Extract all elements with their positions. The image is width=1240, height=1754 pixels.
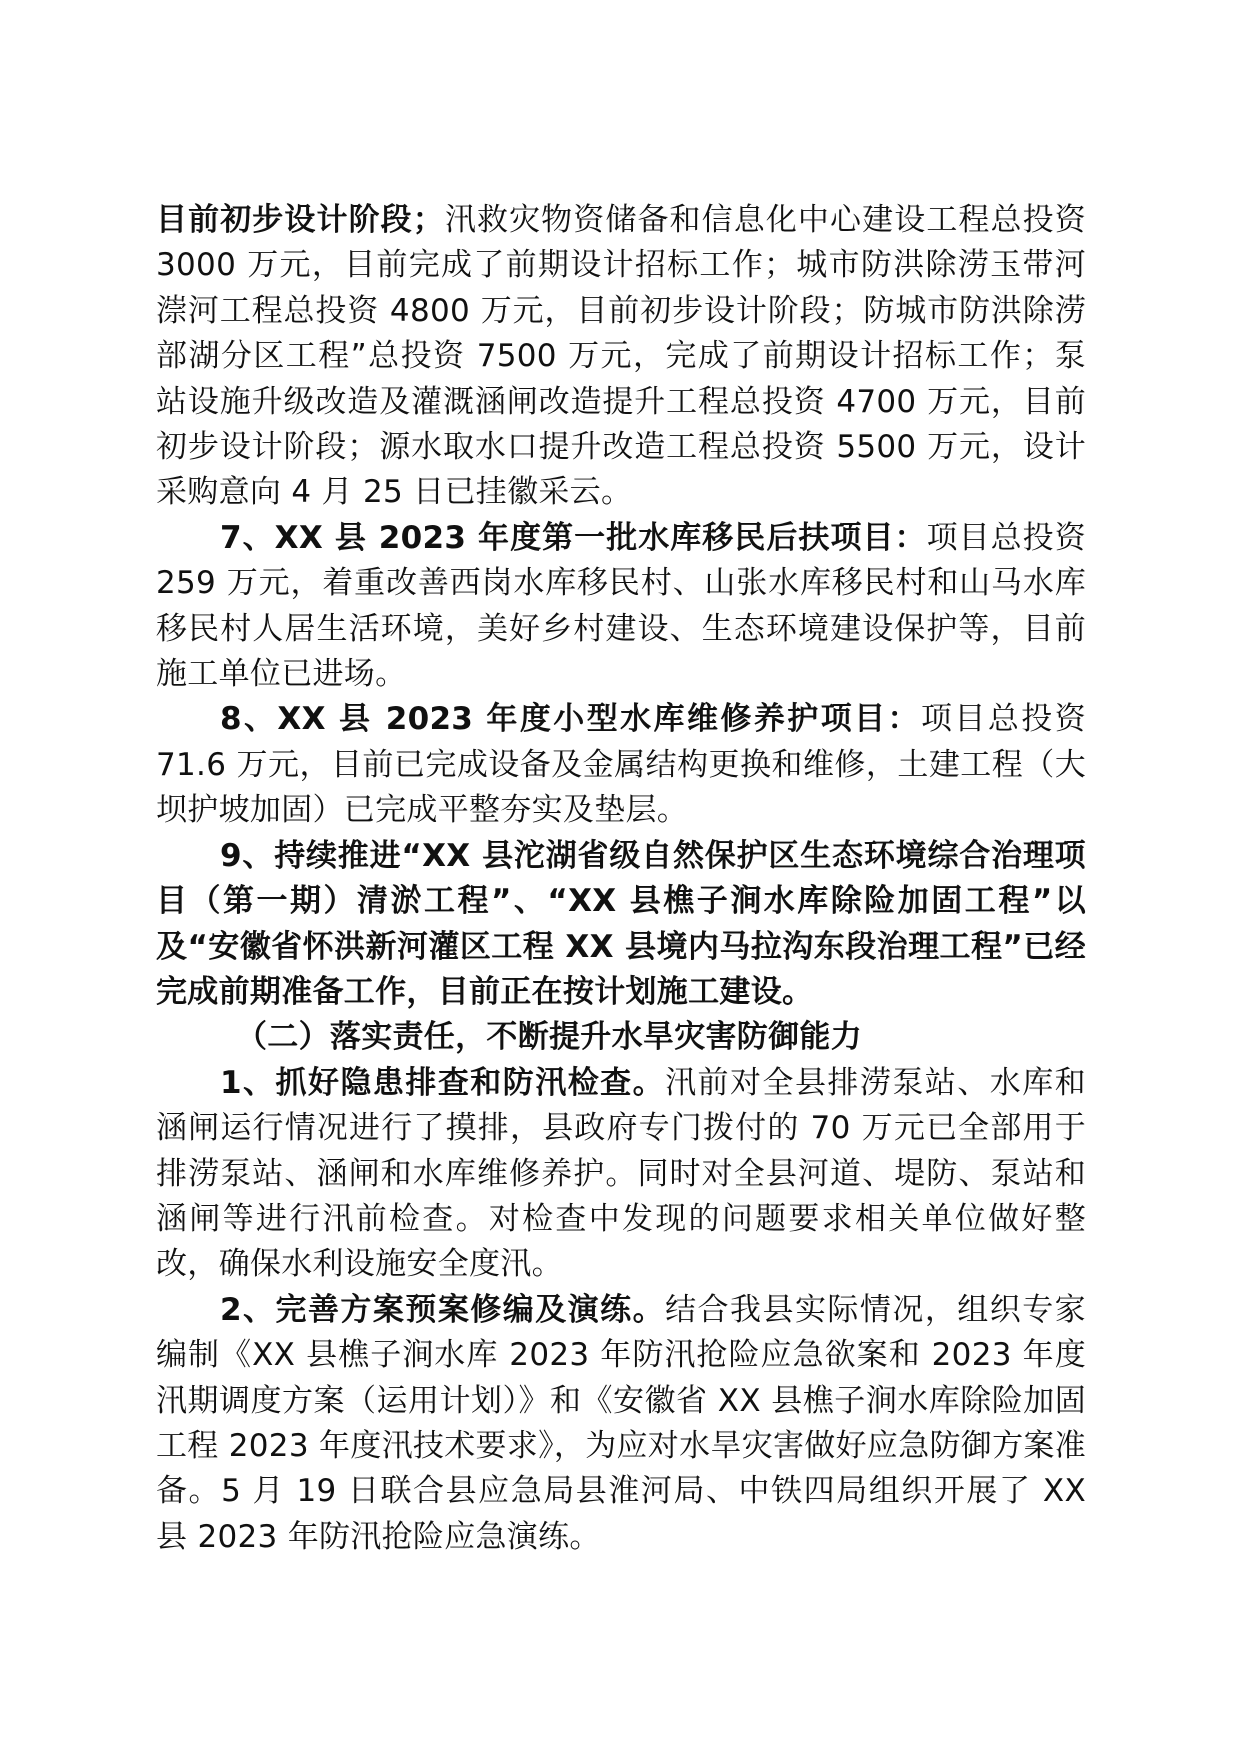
paragraph-body: 项目总投资 259 万元，着重改善西岗水库移民村、山张水库移民村和山马水库移民村人居生活环境，美好乡村建设、生态环境建设保护等，目前施工单位已进场。 <box>156 519 1087 693</box>
paragraph-subitem-2 <box>156 1288 1086 1560</box>
paragraph-body: 汛前对全县排涝泵站、水库和涵闸运行情况进行了摸排，县政府专门拨付的 70 万元已全部用于排涝泵站、涵闸和水库维修养护。同时对全县河道、堤防、泵站和涵闸等进行汛前检查。对检查中发现的问题要求相关单位做好整改，确保水利设施安全度汛。 <box>156 1064 1086 1283</box>
paragraph-item-8 <box>156 697 1086 833</box>
paragraph-lead: 1、抓好隐患排查和防汛检查。 <box>220 1064 666 1101</box>
paragraph-lead: 7、XX 县 2023 年度第一批水库移民后扶项目： <box>220 519 927 556</box>
section-heading-text: （二）落实责任，不断提升水旱灾害防御能力 <box>236 1019 862 1056</box>
paragraph-item-7 <box>156 516 1086 698</box>
document-page <box>156 198 1086 1560</box>
paragraph-body: 汛救灾物资储备和信息化中心建设工程总投资 3000 万元，目前完成了前期设计招标工作；城市防洪除涝玉带河漴河工程总投资 4800 万元，目前初步设计阶段；防城市防洪除涝部湖分区工程”总投资 7500 万元，完成了前期设计招标工作；泵站设施升级改造及灌溉涵闸改造提升工程总投资 4700 万元，目前初步设计阶段；源水取水口提升改造工程总投资 5500 万元，设计采购意向 4 月 25 日已挂徽采云。 <box>156 202 1087 511</box>
paragraph-body: 项目总投资 71.6 万元，目前已完成设备及金属结构更换和维修，土建工程（大坝护坡加固）已完成平整夯实及垫层。 <box>156 701 1087 829</box>
paragraph-design-stage <box>156 198 1086 516</box>
paragraph-lead: 目前初步设计阶段； <box>156 202 445 238</box>
section-heading <box>156 1015 1086 1060</box>
paragraph-lead: 2、完善方案预案修编及演练。 <box>220 1291 666 1328</box>
paragraph-item-9 <box>156 834 1086 1016</box>
paragraph-body: 结合我县实际情况，组织专家编制《XX 县樵子涧水库 2023 年防汛抢险应急欲案和 2023 年度汛期调度方案（运用计划）》和《安徽省 XX 县樵子涧水库除险加固工程 2023 年度汛技术要求》，为应对水旱灾害做好应急防御方案准备。5 月 19 日联合县应急局县淮河局、中铁四局组织开展了 XX 县 2023 年防汛抢险应急演练。 <box>156 1291 1086 1555</box>
paragraph-lead: 9、持续推进“XX 县沱湖省级自然保护区生态环境综合治理项目（第一期）清淤工程”、“XX 县樵子涧水库除险加固工程”以及“安徽省怀洪新河灌区工程 XX 县境内马拉沟东段治理工程”已经完成前期准备工作，目前正在按计划施工建设。 <box>156 837 1086 1010</box>
paragraph-lead: 8、XX 县 2023 年度小型水库维修养护项目： <box>220 701 921 738</box>
paragraph-subitem-1 <box>156 1061 1086 1288</box>
